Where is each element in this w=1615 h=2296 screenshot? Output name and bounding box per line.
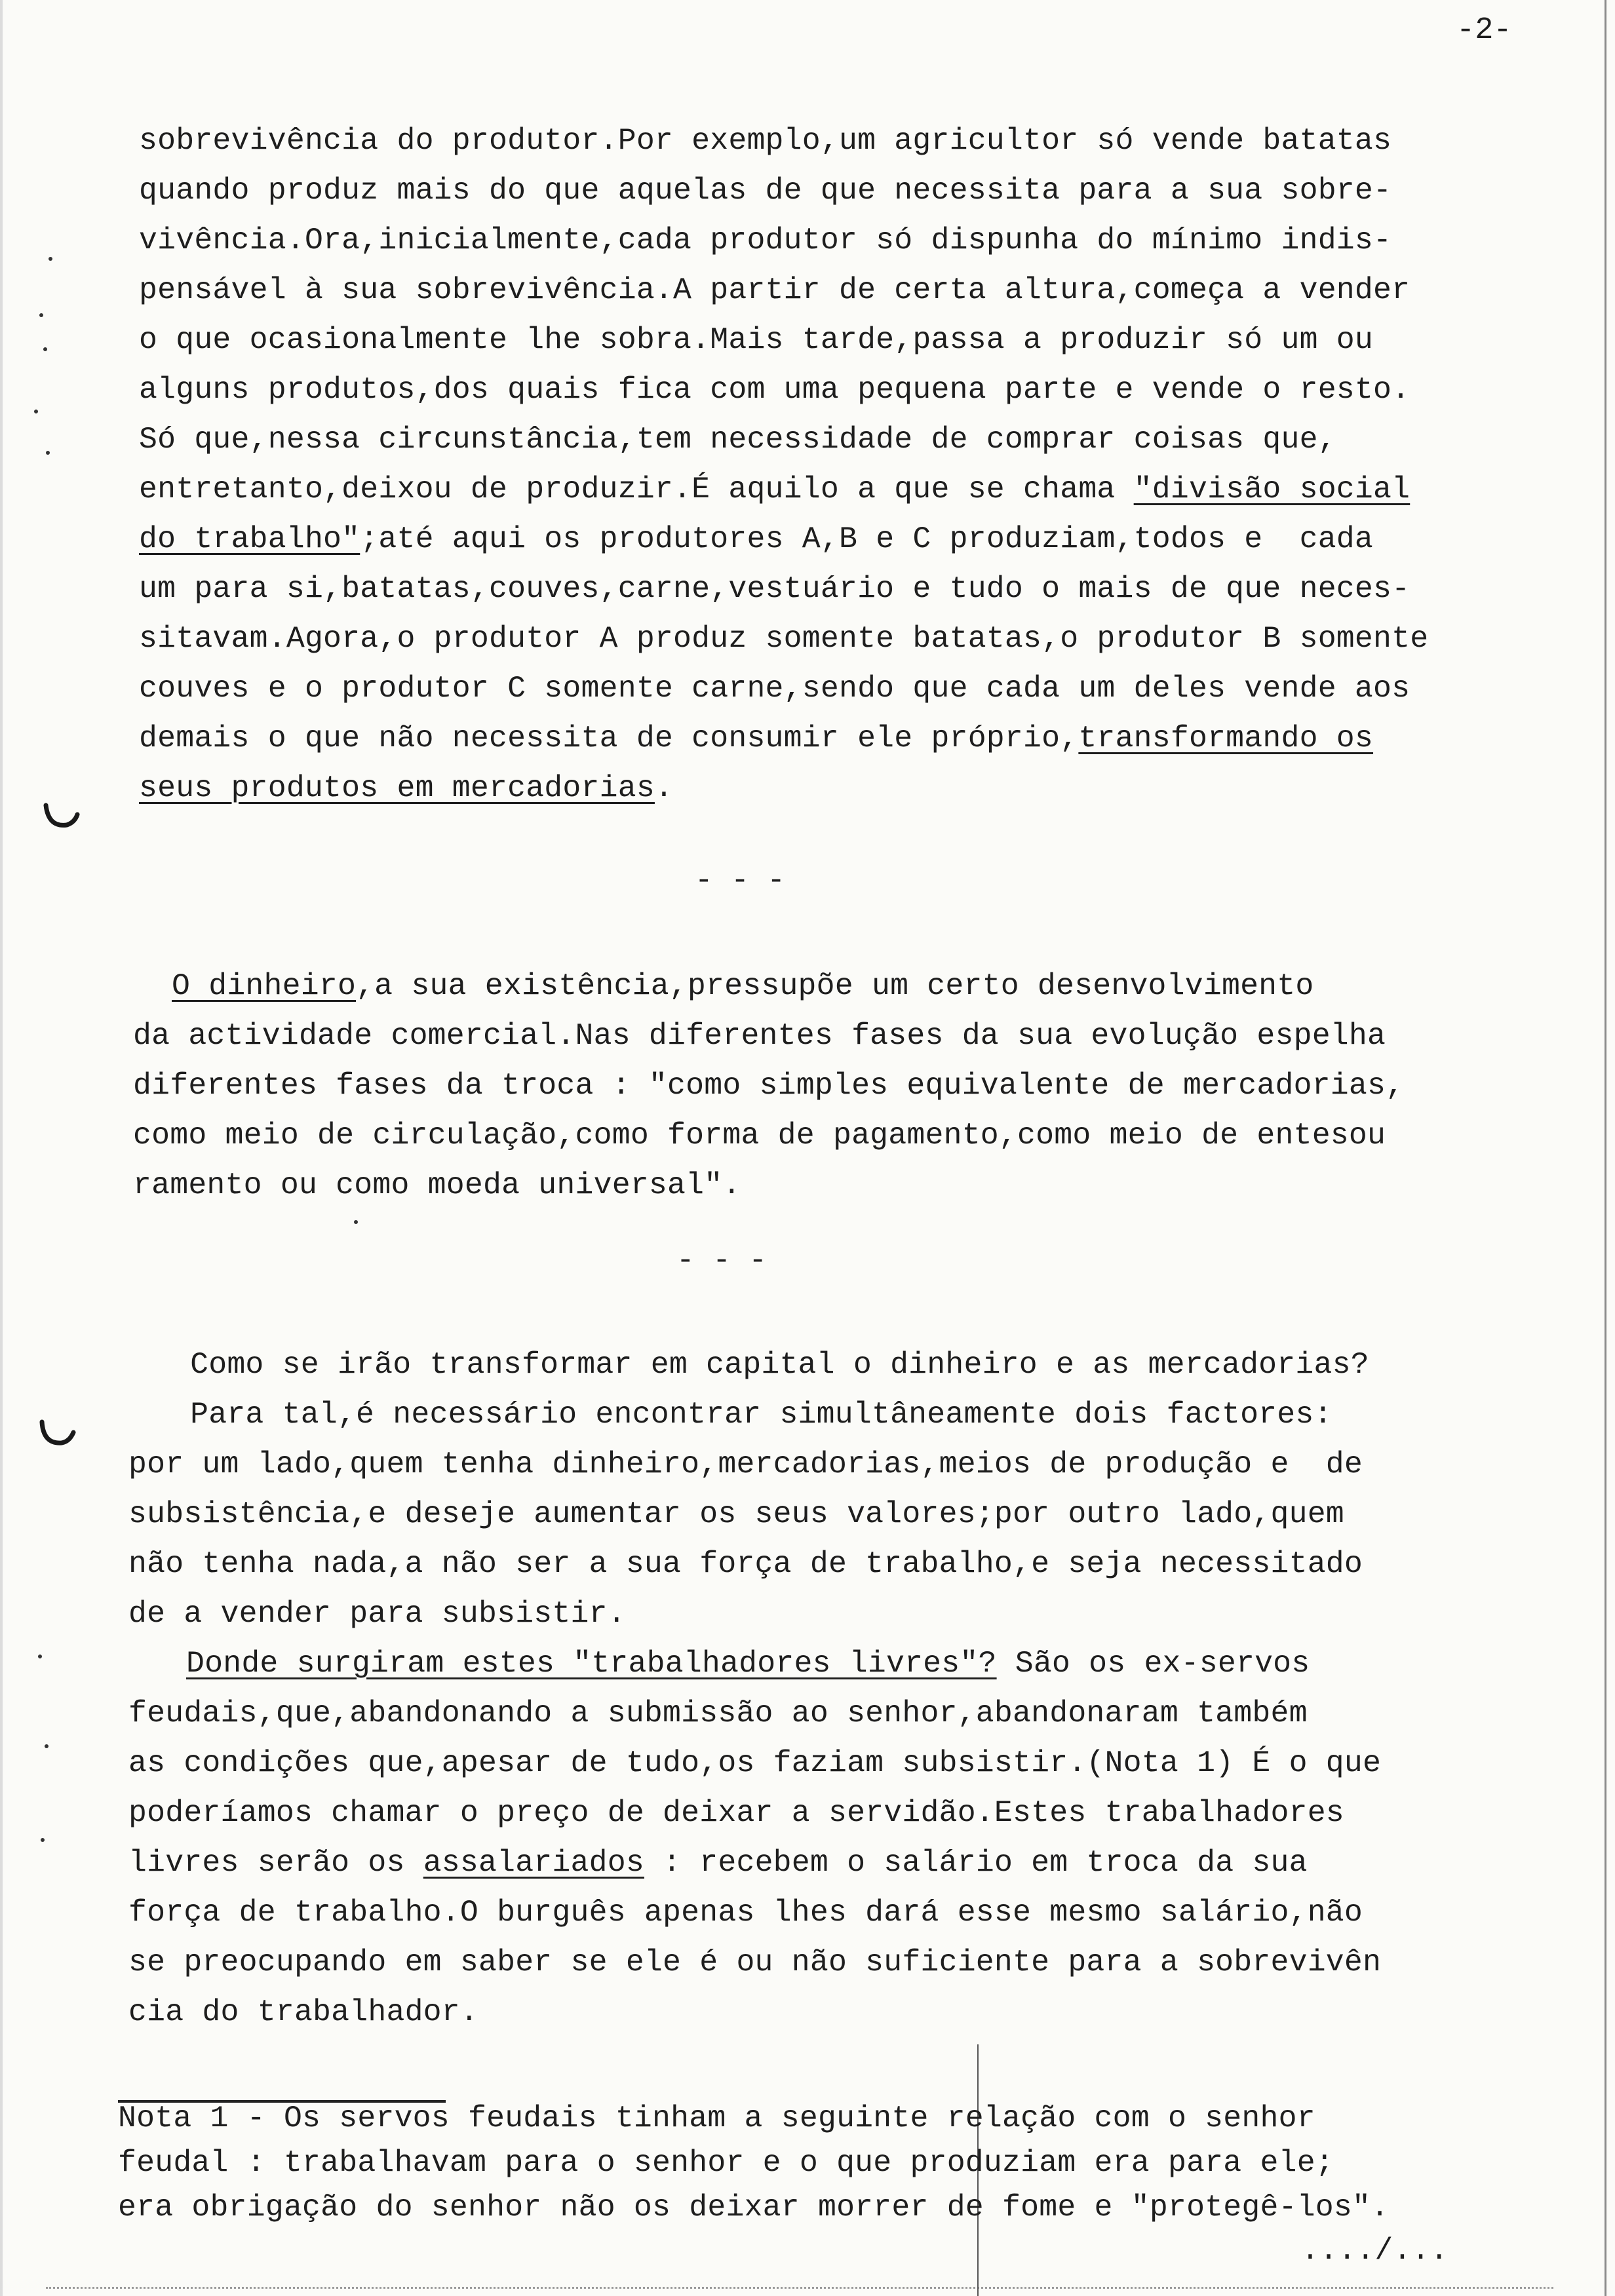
underlined-term: transformando os: [1078, 721, 1374, 756]
text-line: Como se irão transformar em capital o dinheiro e as mercadorias?: [172, 1347, 1369, 1382]
text-line: como meio de circulação,como forma de pagamento,como meio de entesou: [133, 1118, 1386, 1153]
underlined-term: Donde surgiram estes "trabalhadores livres"?: [186, 1646, 997, 1681]
text-line: o que ocasionalmente lhe sobra.Mais tarde,passa a produzir só um ou: [139, 322, 1374, 357]
text-line: poderíamos chamar o preço de deixar a servidão.Estes trabalhadores: [128, 1795, 1344, 1830]
text-line: sobrevivência do produtor.Por exemplo,um agricultor só vende batatas: [139, 123, 1392, 158]
scan-speck: [39, 313, 43, 317]
text-line: alguns produtos,dos quais fica com uma pequena parte e vende o resto.: [139, 372, 1411, 407]
scan-left-edge: [0, 0, 3, 2296]
text-line: pensável à sua sobrevivência.A partir de certa altura,começa a vender: [139, 273, 1411, 307]
underlined-term: assalariados: [423, 1845, 644, 1880]
text-line: demais o que não necessita de consumir ele próprio,transformando os: [139, 721, 1374, 756]
text-line: Só que,nessa circunstância,tem necessidade de comprar coisas que,: [139, 422, 1336, 457]
text-line: não tenha nada,a não ser a sua força de trabalho,e seja necessitado: [128, 1546, 1363, 1581]
punch-hole-mark: [37, 1415, 76, 1455]
text-line: O dinheiro,a sua existência,pressupõe um certo desenvolvimento: [172, 968, 1314, 1003]
scan-right-edge: [1605, 0, 1606, 2296]
text-line: força de trabalho.O burguês apenas lhes dará esse mesmo salário,não: [128, 1895, 1363, 1930]
page-number: -2-: [1456, 13, 1512, 48]
text-line: diferentes fases da troca : "como simples equivalente de mercadorias,: [133, 1068, 1405, 1103]
text-line: quando produz mais do que aquelas de que necessita para a sua sobre-: [139, 173, 1392, 208]
scan-speck: [45, 1744, 49, 1748]
scan-speck: [49, 257, 52, 261]
punch-hole-mark: [41, 796, 80, 835]
text-line: subsistência,e deseje aumentar os seus valores;por outro lado,quem: [128, 1497, 1344, 1531]
text-line: entretanto,deixou de produzir.É aquilo a que se chama "divisão social: [139, 472, 1411, 507]
text-line: da actividade comercial.Nas diferentes fases da sua evolução espelha: [133, 1018, 1386, 1053]
scan-speck: [34, 410, 38, 413]
text-line: um para si,batatas,couves,carne,vestuário e tudo o mais de que neces-: [139, 571, 1411, 606]
text-line: ramento ou como moeda universal".: [133, 1168, 741, 1202]
text-line: de a vender para subsistir.: [128, 1596, 626, 1631]
scan-speck: [38, 1655, 42, 1658]
text-line: seus produtos em mercadorias.: [139, 771, 674, 805]
text-line: sitavam.Agora,o produtor A produz somente batatas,o produtor B somente: [139, 621, 1429, 656]
scan-speck: [354, 1220, 358, 1224]
underlined-term: do trabalho": [139, 522, 360, 556]
section-separator: - - -: [676, 1244, 768, 1278]
text-line: do trabalho";até aqui os produtores A,B e C produziam,todos e cada: [139, 522, 1374, 556]
text-line: por um lado,quem tenha dinheiro,mercadorias,meios de produção e de: [128, 1447, 1363, 1482]
scan-speck: [41, 1838, 45, 1842]
footnote-line: Nota 1 - Os servos feudais tinham a seguinte relação com o senhor: [118, 2101, 1315, 2135]
scan-speck: [43, 347, 47, 351]
text-line: vivência.Ora,inicialmente,cada produtor só dispunha do mínimo indis-: [139, 223, 1392, 258]
scan-bottom-edge: [46, 2287, 1553, 2291]
text-line: feudais,que,abandonando a submissão ao senhor,abandonaram também: [128, 1696, 1308, 1731]
text-line: couves e o produtor C somente carne,sendo que cada um deles vende aos: [139, 671, 1411, 706]
text-line: livres serão os assalariados : recebem o salário em troca da sua: [128, 1845, 1308, 1880]
text-line: Donde surgiram estes "trabalhadores livres"? São os ex-servos: [186, 1646, 1310, 1681]
scan-speck: [46, 451, 50, 455]
continuation-mark: ..../...: [1301, 2233, 1449, 2268]
text-line: cia do trabalhador.: [128, 1995, 478, 2029]
footnote-line: feudal : trabalhavam para o senhor e o que produziam era para ele;: [118, 2145, 1334, 2180]
section-separator: - - -: [695, 864, 786, 898]
text-line: as condições que,apesar de tudo,os faziam subsistir.(Nota 1) É o que: [128, 1746, 1382, 1780]
text-line: Para tal,é necessário encontrar simultâneamente dois factores:: [172, 1397, 1333, 1432]
footnote-line: era obrigação do senhor não os deixar morrer de fome e "protegê-los".: [118, 2190, 1390, 2225]
underlined-term: "divisão social: [1133, 472, 1411, 507]
text-line: se preocupando em saber se ele é ou não suficiente para a sobrevivên: [128, 1945, 1382, 1980]
underlined-term: seus produtos em mercadorias: [139, 771, 655, 805]
underlined-term: O dinheiro: [172, 968, 357, 1003]
